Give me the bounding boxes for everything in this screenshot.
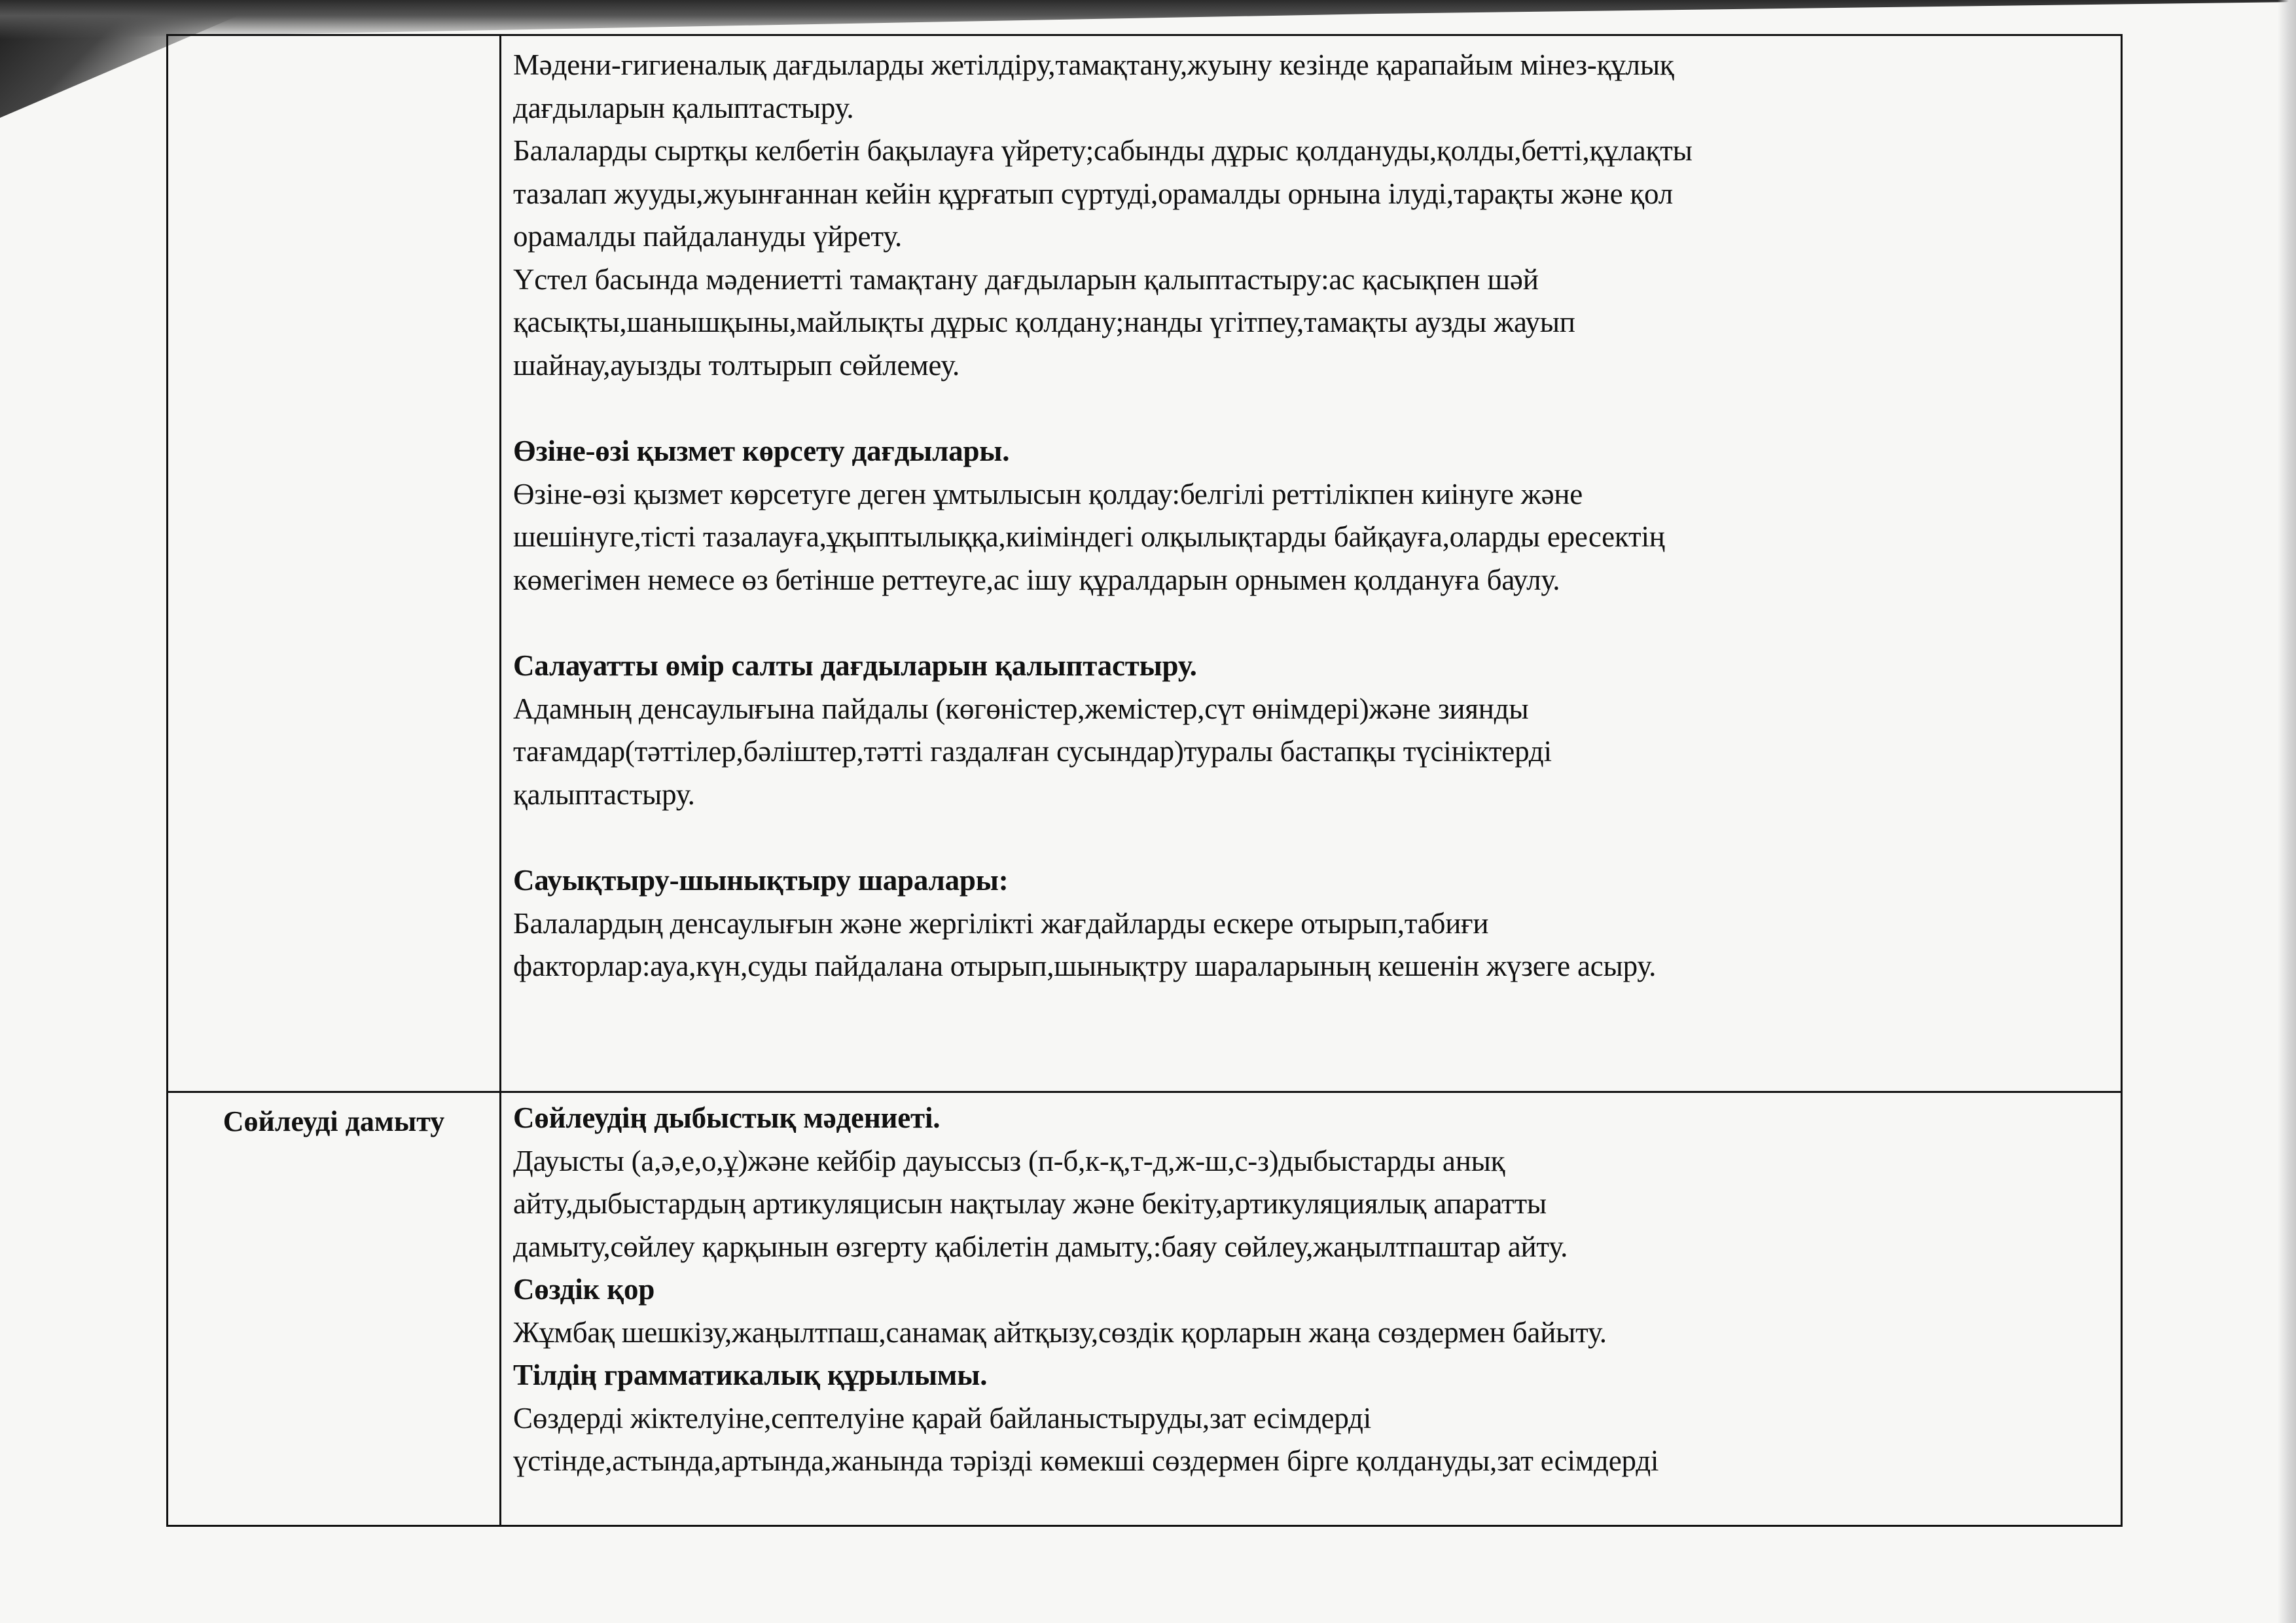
text-line: айту,дыбыстардың артикуляцисын нақтылау және бекіту,артикуляциялық апаратты: [513, 1187, 1547, 1220]
text-line: Үстел басында мәдениетті тамақтану дағдыларын қалыптастыру:ас қасықпен шәй: [513, 262, 1539, 296]
text-line: қасықты,шанышқыны,майлықты дұрыс қолдану;нанды үгітпеу,тамақты аузды жауып: [513, 306, 1575, 338]
text-line: үстінде,астында,артында,жанында тәрізді көмекші сөздермен бірге қолдануды,зат есімдерді: [513, 1444, 1659, 1477]
section-heading: Өзіне-өзі қызмет көрсету дағдылары.: [513, 435, 1010, 467]
table-row: [168, 1092, 2122, 1526]
text-line: тағамдар(тәттілер,бәліштер,тәтті газдалған сусындар)туралы бастапқы түсініктерді: [513, 735, 1552, 768]
scan-shadow-right: [2278, 0, 2296, 1623]
section-heading: Сауықтыру-шынықтыру шаралары:: [513, 864, 1009, 897]
row-label: Сөйлеуді дамыту: [223, 1105, 445, 1137]
text-line: Адамның денсаулығына пайдалы (көгөністер,жемістер,сүт өнімдері)және зиянды: [513, 692, 1529, 725]
text-line: Дауысты (а,ә,е,о,ұ)және кейбір дауыссыз (п-б,к-қ,т-д,ж-ш,с-з)дыбыстарды анық: [513, 1144, 1505, 1177]
row-label-cell: [168, 1092, 501, 1526]
section-heading: Сөйлеудің дыбыстық мәдениеті.: [513, 1101, 941, 1134]
text-line: орамалды пайдалануды үйрету.: [513, 220, 903, 253]
text-line: көмегімен немесе өз бетінше реттеуге,ас ішу құралдарын орнымен қолдануға баулу.: [513, 563, 1560, 596]
text-line: факторлар:ауа,күн,суды пайдалана отырып,шынықтру шараларының кешенін жүзеге асыру.: [513, 950, 1657, 982]
text-line: Балаларды сыртқы келбетін бақылауға үйрету;сабынды дұрыс қолдануды,қолды,бетті,құлақты: [513, 134, 1693, 167]
text-line: Мәдени-гигиеналық дағдыларды жетілдіру,тамақтану,жуыну кезінде қарапайым мінез-құлық: [513, 48, 1674, 81]
curriculum-table: [166, 34, 2123, 1527]
text-line: Жұмбақ шешкізу,жаңылтпаш,санамақ айтқызу,сөздік қорларын жаңа сөздермен байыту.: [513, 1315, 1607, 1349]
text-line: Өзіне-өзі қызмет көрсетуге деген ұмтылысын қолдау:белгілі реттілікпен киінуге және: [513, 477, 1583, 510]
text-line: шайнау,ауызды толтырып сөйлемеу.: [513, 348, 960, 382]
section-heading: Тілдің грамматикалық құрылымы.: [513, 1359, 988, 1391]
table-row: [168, 35, 2122, 1092]
text-line: дамыту,сөйлеу қарқынын өзгерту қабілетін дамыту,:баяу сөйлеу,жаңылтпаштар айту.: [513, 1230, 1568, 1263]
section-heading: Салауатты өмір салты дағдыларын қалыптастыру.: [513, 649, 1197, 682]
text-line: Сөздерді жіктелуіне,септелуіне қарай байланыстыруды,зат есімдерді: [513, 1401, 1372, 1435]
text-line: тазалап жууды,жуынғаннан кейін құрғатып сүртуді,орамалды орнына ілуді,тарақты және қол: [513, 177, 1674, 210]
text-line: шешінуге,тісті тазалауға,ұқыптылыққа,киіміндегі олқылықтарды байқауға,оларды ересектің: [513, 520, 1665, 553]
row-content-cell: [501, 35, 2122, 1092]
scan-shadow-top: [0, 0, 2296, 39]
row-label-cell: [168, 35, 501, 1092]
section-heading: Сөздік қор: [513, 1273, 655, 1306]
row-content: [501, 1093, 2121, 1483]
row-content-cell: [501, 1092, 2122, 1526]
text-line: Балалардың денсаулығын және жергілікті жағдайларды ескере отырып,табиғи: [513, 906, 1489, 940]
row-content: [501, 36, 2121, 988]
row-label: [168, 36, 499, 48]
text-line: қалыптастыру.: [513, 777, 695, 811]
text-line: дағдыларын қалыптастыру.: [513, 91, 854, 124]
